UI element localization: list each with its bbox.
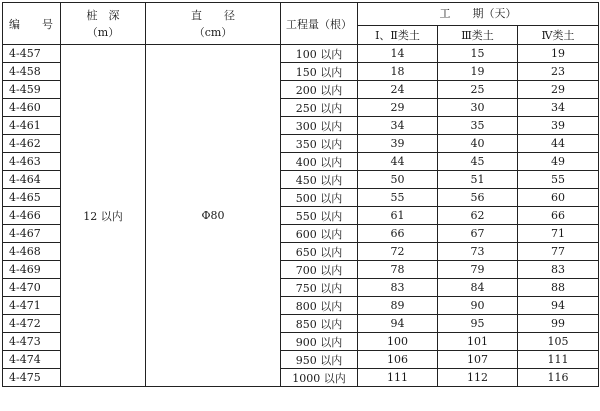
header-depth-label: 桩 深 bbox=[86, 8, 120, 22]
row-quantity: 150 以内 bbox=[281, 63, 358, 81]
row-code: 4-461 bbox=[3, 117, 61, 135]
row-period-soil-3: 67 bbox=[438, 225, 518, 243]
row-quantity: 850 以内 bbox=[281, 315, 358, 333]
row-period-soil-3: 90 bbox=[438, 297, 518, 315]
row-quantity: 400 以内 bbox=[281, 153, 358, 171]
row-quantity: 550 以内 bbox=[281, 207, 358, 225]
row-code: 4-458 bbox=[3, 63, 61, 81]
row-code: 4-475 bbox=[3, 369, 61, 387]
row-period-soil-3: 40 bbox=[438, 135, 518, 153]
row-period-soil-4: 88 bbox=[518, 279, 599, 297]
row-period-soil-3: 73 bbox=[438, 243, 518, 261]
row-period-soil-3: 107 bbox=[438, 351, 518, 369]
row-code: 4-474 bbox=[3, 351, 61, 369]
row-period-soil-1-2: 44 bbox=[358, 153, 438, 171]
row-period-soil-4: 99 bbox=[518, 315, 599, 333]
row-period-soil-3: 25 bbox=[438, 81, 518, 99]
row-period-soil-1-2: 94 bbox=[358, 315, 438, 333]
row-period-soil-4: 39 bbox=[518, 117, 599, 135]
header-soil-3: Ⅲ类土 bbox=[438, 26, 518, 45]
row-period-soil-4: 34 bbox=[518, 99, 599, 117]
row-code: 4-471 bbox=[3, 297, 61, 315]
row-period-soil-1-2: 89 bbox=[358, 297, 438, 315]
header-depth-unit: （m） bbox=[86, 25, 120, 39]
table-body bbox=[3, 45, 599, 387]
row-quantity: 700 以内 bbox=[281, 261, 358, 279]
row-period-soil-3: 51 bbox=[438, 171, 518, 189]
row-period-soil-4: 71 bbox=[518, 225, 599, 243]
row-period-soil-4: 116 bbox=[518, 369, 599, 387]
row-period-soil-4: 94 bbox=[518, 297, 599, 315]
row-code: 4-457 bbox=[3, 45, 61, 63]
row-quantity: 250 以内 bbox=[281, 99, 358, 117]
row-period-soil-4: 23 bbox=[518, 63, 599, 81]
row-quantity: 500 以内 bbox=[281, 189, 358, 207]
row-quantity: 900 以内 bbox=[281, 333, 358, 351]
row-code: 4-465 bbox=[3, 189, 61, 207]
row-period-soil-4: 29 bbox=[518, 81, 599, 99]
row-code: 4-466 bbox=[3, 207, 61, 225]
row-period-soil-3: 101 bbox=[438, 333, 518, 351]
row-period-soil-1-2: 34 bbox=[358, 117, 438, 135]
row-period-soil-1-2: 66 bbox=[358, 225, 438, 243]
row-period-soil-1-2: 50 bbox=[358, 171, 438, 189]
row-period-soil-1-2: 55 bbox=[358, 189, 438, 207]
row-quantity: 950 以内 bbox=[281, 351, 358, 369]
row-period-soil-3: 84 bbox=[438, 279, 518, 297]
row-code: 4-470 bbox=[3, 279, 61, 297]
depth-value: 12 以内 bbox=[61, 45, 146, 387]
row-period-soil-4: 19 bbox=[518, 45, 599, 63]
header-code: 编 号 bbox=[3, 3, 61, 45]
row-period-soil-1-2: 111 bbox=[358, 369, 438, 387]
row-quantity: 450 以内 bbox=[281, 171, 358, 189]
row-period-soil-1-2: 24 bbox=[358, 81, 438, 99]
row-period-soil-1-2: 78 bbox=[358, 261, 438, 279]
row-code: 4-463 bbox=[3, 153, 61, 171]
row-period-soil-3: 112 bbox=[438, 369, 518, 387]
row-quantity: 800 以内 bbox=[281, 297, 358, 315]
row-period-soil-1-2: 106 bbox=[358, 351, 438, 369]
table-header bbox=[3, 3, 599, 45]
header-diameter-unit: （cm） bbox=[193, 25, 233, 39]
row-period-soil-4: 49 bbox=[518, 153, 599, 171]
row-quantity: 650 以内 bbox=[281, 243, 358, 261]
row-period-soil-4: 105 bbox=[518, 333, 599, 351]
header-period: 工 期（天） bbox=[358, 3, 599, 26]
row-period-soil-3: 56 bbox=[438, 189, 518, 207]
row-period-soil-4: 44 bbox=[518, 135, 599, 153]
row-period-soil-3: 45 bbox=[438, 153, 518, 171]
header-soil-4: Ⅳ类土 bbox=[518, 26, 599, 45]
row-period-soil-1-2: 14 bbox=[358, 45, 438, 63]
row-quantity: 1000 以内 bbox=[281, 369, 358, 387]
row-period-soil-1-2: 18 bbox=[358, 63, 438, 81]
row-period-soil-1-2: 83 bbox=[358, 279, 438, 297]
row-quantity: 200 以内 bbox=[281, 81, 358, 99]
row-period-soil-4: 77 bbox=[518, 243, 599, 261]
row-period-soil-1-2: 39 bbox=[358, 135, 438, 153]
row-quantity: 350 以内 bbox=[281, 135, 358, 153]
row-period-soil-4: 111 bbox=[518, 351, 599, 369]
table-row bbox=[3, 45, 599, 63]
header-quantity: 工程量（根） bbox=[281, 3, 358, 45]
row-period-soil-4: 66 bbox=[518, 207, 599, 225]
row-code: 4-462 bbox=[3, 135, 61, 153]
construction-period-table bbox=[2, 2, 599, 387]
row-code: 4-473 bbox=[3, 333, 61, 351]
row-code: 4-464 bbox=[3, 171, 61, 189]
row-period-soil-3: 95 bbox=[438, 315, 518, 333]
header-diameter-label: 直 径 bbox=[191, 8, 235, 22]
row-code: 4-467 bbox=[3, 225, 61, 243]
row-period-soil-1-2: 72 bbox=[358, 243, 438, 261]
row-period-soil-1-2: 100 bbox=[358, 333, 438, 351]
header-soil-1-2: Ⅰ、Ⅱ类土 bbox=[358, 26, 438, 45]
row-code: 4-472 bbox=[3, 315, 61, 333]
header-diameter bbox=[146, 3, 281, 45]
row-period-soil-3: 19 bbox=[438, 63, 518, 81]
row-period-soil-1-2: 61 bbox=[358, 207, 438, 225]
header-depth bbox=[61, 3, 146, 45]
row-period-soil-1-2: 29 bbox=[358, 99, 438, 117]
row-quantity: 100 以内 bbox=[281, 45, 358, 63]
diameter-value: Φ80 bbox=[146, 45, 281, 387]
row-period-soil-4: 55 bbox=[518, 171, 599, 189]
row-period-soil-3: 35 bbox=[438, 117, 518, 135]
row-code: 4-459 bbox=[3, 81, 61, 99]
row-quantity: 750 以内 bbox=[281, 279, 358, 297]
row-period-soil-3: 30 bbox=[438, 99, 518, 117]
row-quantity: 300 以内 bbox=[281, 117, 358, 135]
row-code: 4-468 bbox=[3, 243, 61, 261]
row-period-soil-3: 79 bbox=[438, 261, 518, 279]
row-period-soil-4: 83 bbox=[518, 261, 599, 279]
row-period-soil-3: 62 bbox=[438, 207, 518, 225]
row-code: 4-460 bbox=[3, 99, 61, 117]
row-period-soil-3: 15 bbox=[438, 45, 518, 63]
row-quantity: 600 以内 bbox=[281, 225, 358, 243]
row-period-soil-4: 60 bbox=[518, 189, 599, 207]
row-code: 4-469 bbox=[3, 261, 61, 279]
